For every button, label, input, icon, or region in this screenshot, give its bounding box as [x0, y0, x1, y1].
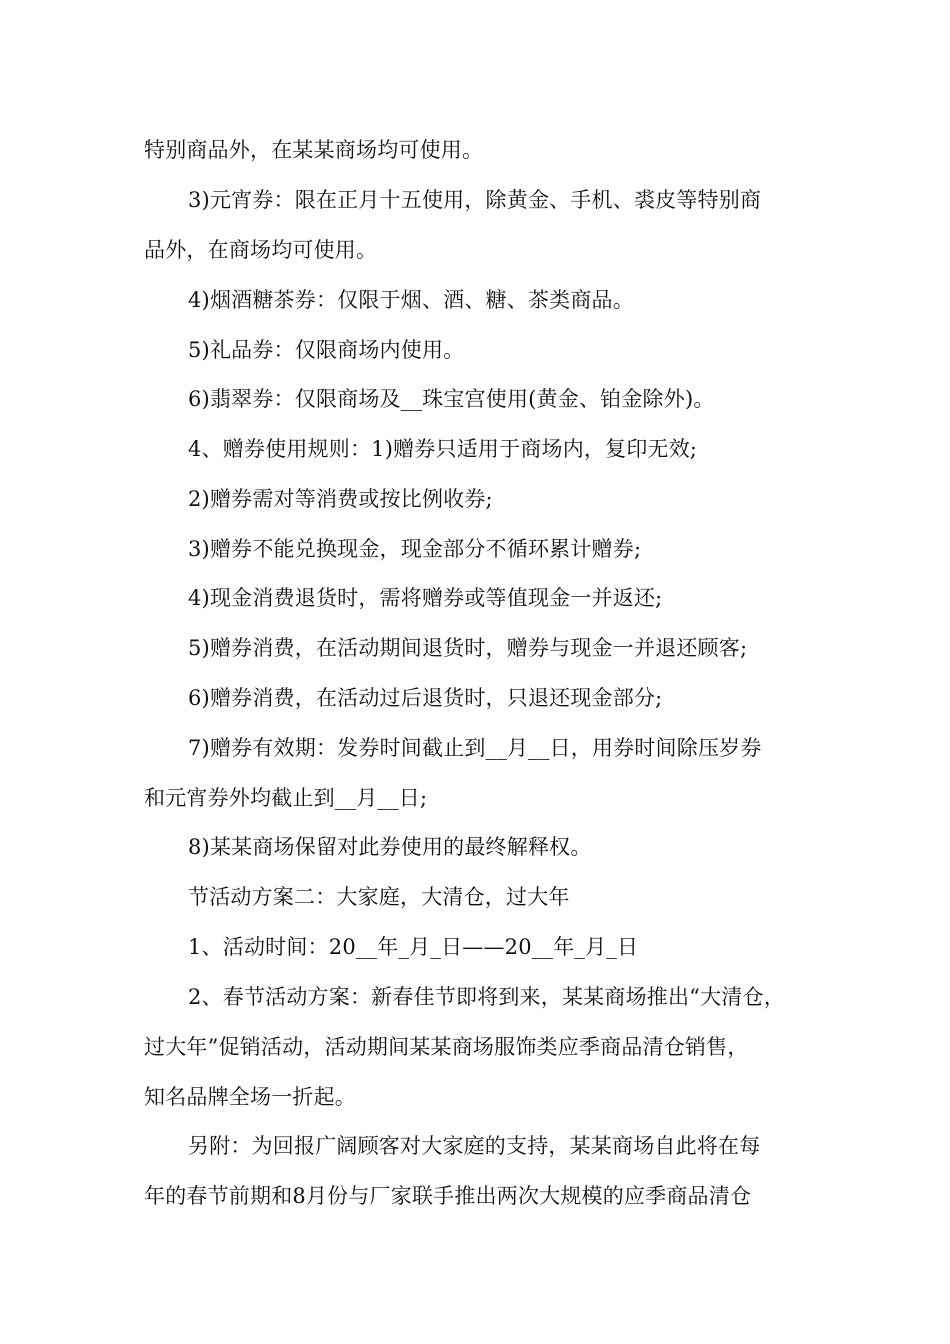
text-line: 年的春节前期和8月份与厂家联手推出两次大规模的应季商品清仓 [144, 1184, 752, 1208]
text-line: 4)现金消费退货时，需将赠券或等值现金一并返还; [188, 586, 663, 610]
text-line: 6)赠券消费，在活动过后退货时，只退还现金部分; [188, 686, 663, 710]
text-line: 7)赠券有效期：发券时间截止到__月__日，用券时间除压岁券 [188, 736, 762, 760]
text-line: 5)赠券消费，在活动期间退货时，赠券与现金一并退还顾客; [188, 636, 748, 660]
text-line: 6)翡翠券：仅限商场及__珠宝宫使用(黄金、铂金除外)。 [188, 387, 715, 411]
text-line: 2)赠券需对等消费或按比例收券; [188, 487, 493, 511]
text-line: 1、活动时间：20__年_月_日——20__年_月_日 [188, 935, 639, 959]
text-line: 5)礼品券：仅限商场内使用。 [188, 338, 465, 362]
text-line: 8)某某商场保留对此券使用的最终解释权。 [188, 835, 592, 859]
section-heading: 节活动方案二：大家庭，大清仓，过大年 [188, 885, 570, 909]
text-line: 3)元宵券：限在正月十五使用，除黄金、手机、裘皮等特别商 [188, 188, 762, 212]
text-line: 2、春节活动方案：新春佳节即将到来，某某商场推出“大清仓， [188, 985, 785, 1009]
text-line: 和元宵券外均截止到__月__日; [144, 786, 428, 810]
text-line: 过大年”促销活动，活动期间某某商场服饰类应季商品清仓销售， [144, 1035, 749, 1059]
text-line: 品外，在商场均可使用。 [144, 238, 378, 262]
text-line: 4)烟酒糖茶券：仅限于烟、酒、糖、茶类商品。 [188, 288, 634, 312]
text-line: 另附：为回报广阔顾客对大家庭的支持，某某商场自此将在每 [188, 1134, 761, 1158]
text-line: 特别商品外，在某某商场均可使用。 [144, 138, 484, 162]
text-line: 3)赠券不能兑换现金，现金部分不循环累计赠券; [188, 537, 642, 561]
text-line: 知名品牌全场一折起。 [144, 1085, 356, 1109]
text-line: 4、赠券使用规则：1)赠券只适用于商场内，复印无效; [188, 437, 698, 461]
